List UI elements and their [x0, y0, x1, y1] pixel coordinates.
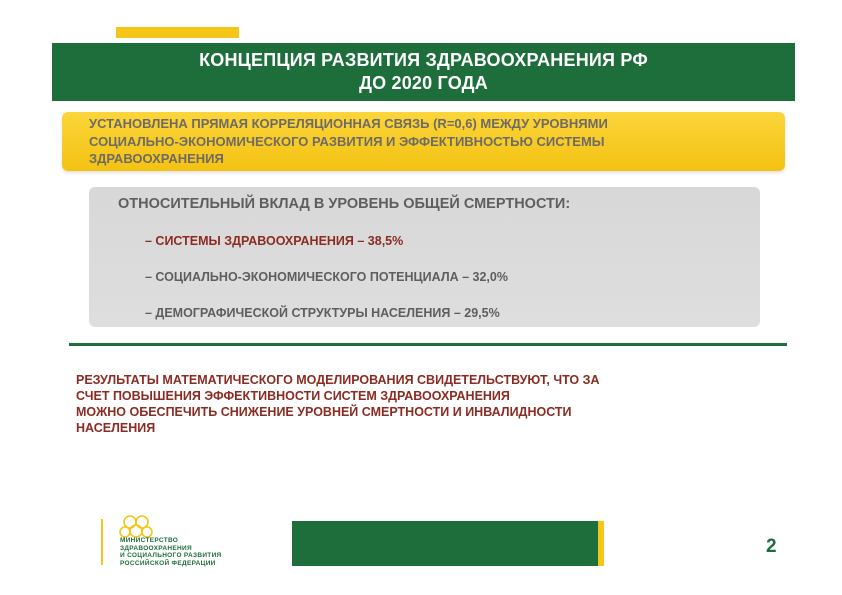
correlation-note-line-1: УСТАНОВЛЕНА ПРЯМАЯ КОРРЕЛЯЦИОННАЯ СВЯЗЬ (R=0,6) МЕЖДУ УРОВНЯМИ	[89, 116, 608, 131]
conclusion-line-3: МОЖНО ОБЕСПЕЧИТЬ СНИЖЕНИЕ УРОВНЕЙ СМЕРТНОСТИ И ИНВАЛИДНОСТИ	[76, 405, 572, 419]
contribution-item-socioeconomic: – СОЦИАЛЬНО-ЭКОНОМИЧЕСКОГО ПОТЕНЦИАЛА – 32,0%	[145, 270, 508, 284]
footer-green-bar	[292, 521, 598, 566]
footer-divider	[101, 519, 103, 565]
conclusion-text	[76, 372, 766, 436]
ministry-name-line-4: РОССИЙСКОЙ ФЕДЕРАЦИИ	[120, 559, 216, 567]
ministry-name-line-3: И СОЦИАЛЬНОГО РАЗВИТИЯ	[120, 552, 222, 559]
page-number: 2	[766, 536, 777, 557]
conclusion-line-4: НАСЕЛЕНИЯ	[76, 421, 156, 435]
section-divider	[69, 343, 787, 346]
conclusion-line-2: СЧЕТ ПОВЫШЕНИЯ ЭФФЕКТИВНОСТИ СИСТЕМ ЗДРАВООХРАНЕНИЯ	[76, 389, 510, 403]
ministry-name-line-2: ЗДРАВООХРАНЕНИЯ	[120, 544, 192, 552]
correlation-note-line-3: ЗДРАВООХРАНЕНИЯ	[89, 151, 224, 166]
page-title-line-1: КОНЦЕПЦИЯ РАЗВИТИЯ ЗДРАВООХРАНЕНИЯ РФ	[199, 50, 648, 70]
footer-yellow-accent	[598, 521, 604, 566]
ministry-name-line-1: МИНИСТЕРСТВО	[120, 537, 179, 544]
mortality-contribution-panel	[89, 187, 760, 327]
contribution-item-healthcare: – СИСТЕМЫ ЗДРАВООХРАНЕНИЯ – 38,5%	[145, 234, 404, 248]
mortality-contribution-heading: ОТНОСИТЕЛЬНЫЙ ВКЛАД В УРОВЕНЬ ОБЩЕЙ СМЕРТНОСТИ:	[118, 196, 571, 212]
correlation-note-box	[62, 112, 785, 171]
correlation-note-line-2: СОЦИАЛЬНО-ЭКОНОМИЧЕСКОГО РАЗВИТИЯ И ЭФФЕКТИВНОСТЬЮ СИСТЕМЫ	[89, 133, 605, 149]
conclusion-line-1: РЕЗУЛЬТАТЫ МАТЕМАТИЧЕСКОГО МОДЕЛИРОВАНИЯ СВИДЕТЕЛЬСТВУЮТ, ЧТО ЗА	[76, 373, 600, 387]
page-title-line-2: ДО 2020 ГОДА	[359, 73, 488, 93]
contribution-item-demographic: – ДЕМОГРАФИЧЕСКОЙ СТРУКТУРЫ НАСЕЛЕНИЯ – 29,5%	[145, 306, 500, 320]
top-accent-bar	[116, 27, 239, 38]
title-banner	[52, 43, 795, 101]
ministry-name	[120, 537, 222, 567]
